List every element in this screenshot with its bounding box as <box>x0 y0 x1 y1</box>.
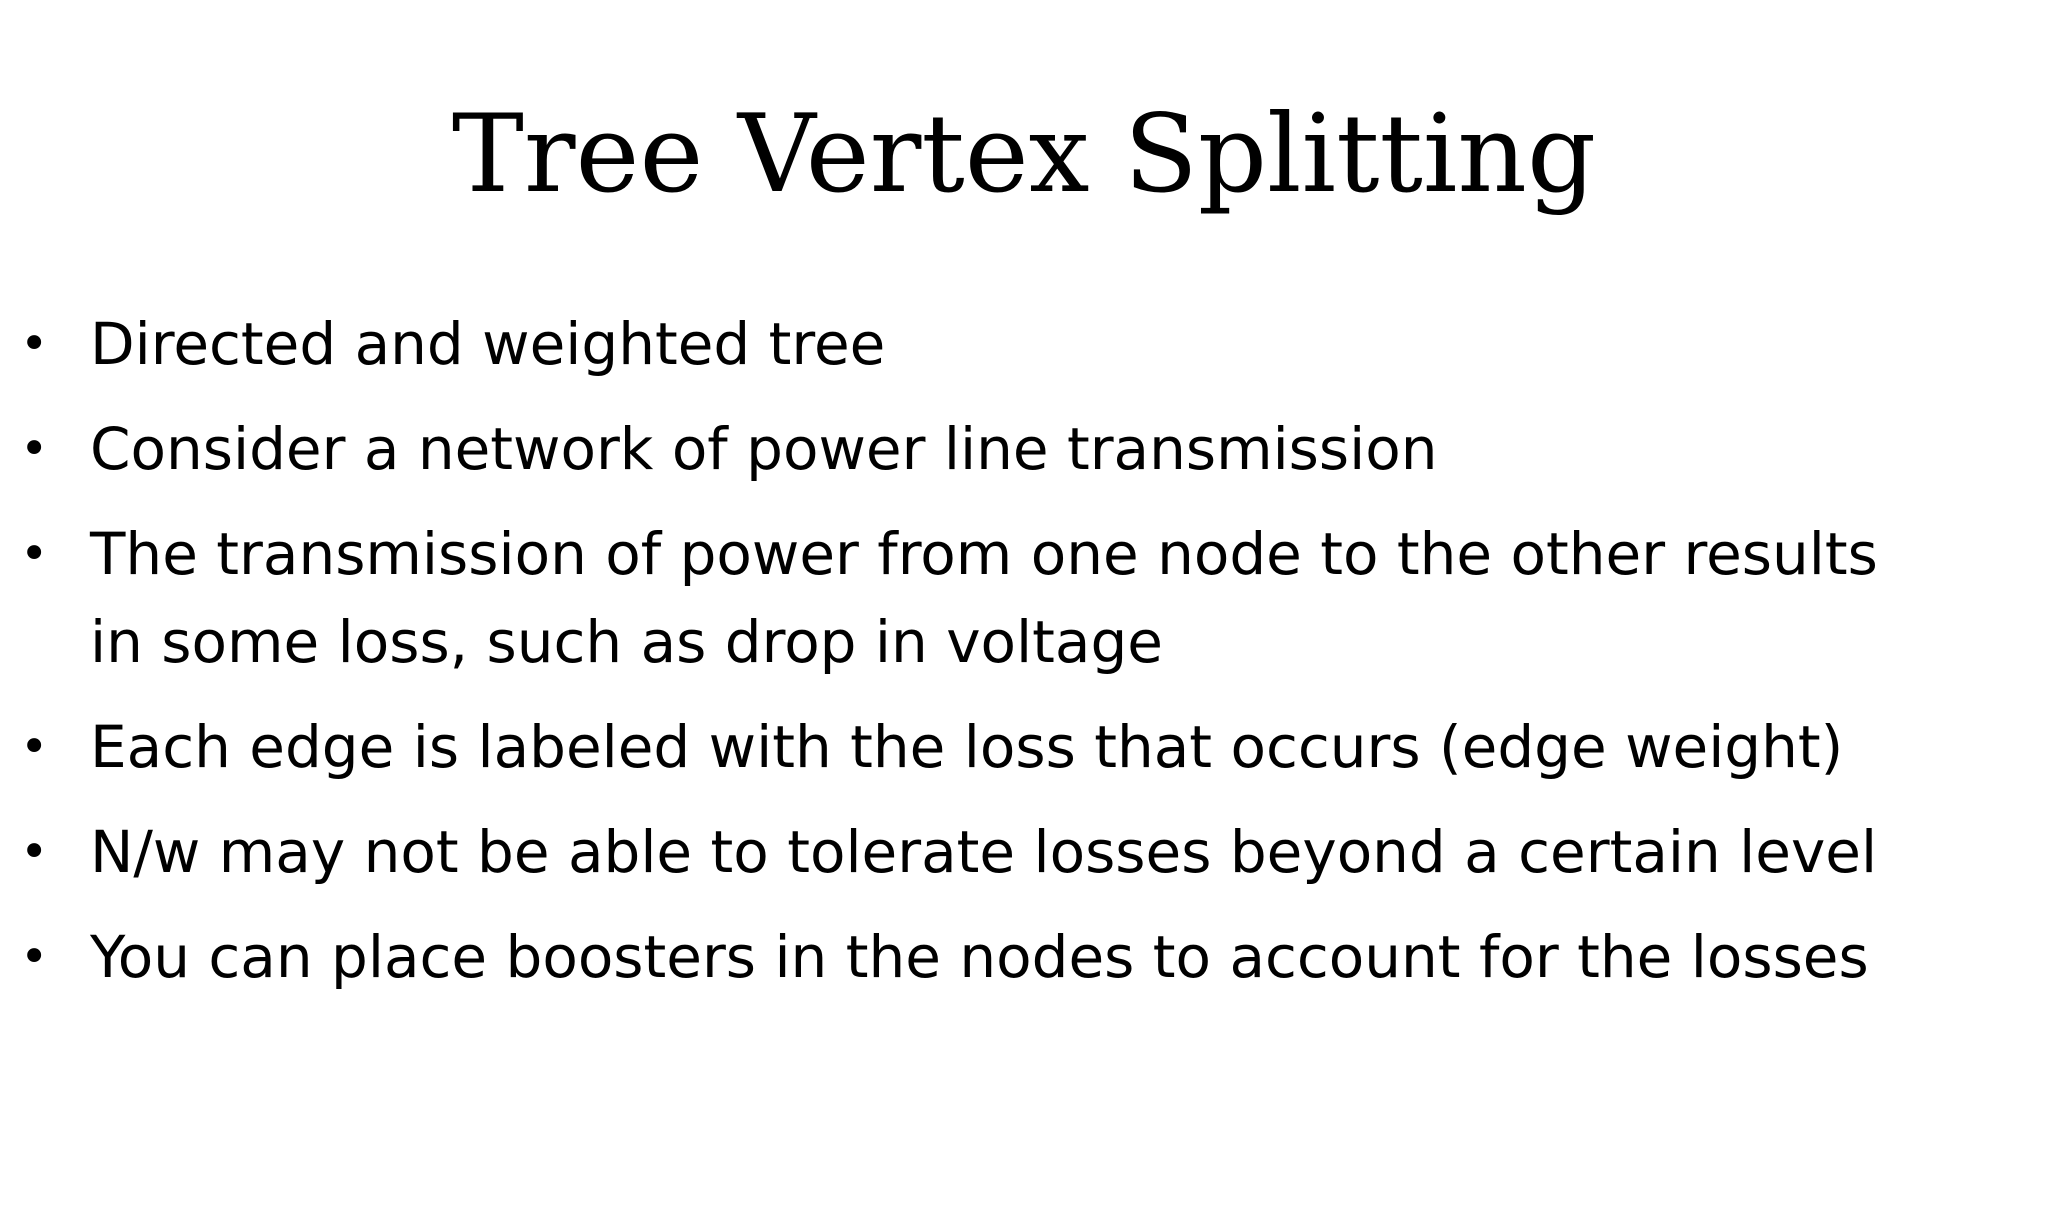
bullet-icon: • <box>20 421 49 477</box>
bullet-item <box>0 913 2048 1001</box>
bullet-text: Each edge is labeled with the loss that occurs (edge weight) <box>90 713 1844 781</box>
slide-title: Tree Vertex Splitting <box>451 92 1597 217</box>
bullet-icon: • <box>20 824 49 880</box>
bullet-icon: • <box>20 719 49 775</box>
bullet-list <box>0 300 2048 1018</box>
bullet-text: Directed and weighted tree <box>90 310 886 378</box>
bullet-icon: • <box>20 526 49 582</box>
bullet-icon: • <box>20 316 49 372</box>
bullet-icon: • <box>20 929 49 985</box>
bullet-text: You can place boosters in the nodes to account for the losses <box>90 923 1869 991</box>
bullet-text: Consider a network of power line transmission <box>90 415 1438 483</box>
bullet-text-continuation: in some loss, such as drop in voltage <box>90 608 1163 676</box>
bullet-text: N/w may not be able to tolerate losses beyond a certain level <box>90 818 1878 886</box>
bullet-item <box>0 300 2048 388</box>
bullet-item <box>0 808 2048 896</box>
bullet-item <box>0 703 2048 791</box>
bullet-text: The transmission of power from one node to the other results <box>90 520 1878 588</box>
bullet-item <box>0 405 2048 493</box>
bullet-item <box>0 510 2048 686</box>
